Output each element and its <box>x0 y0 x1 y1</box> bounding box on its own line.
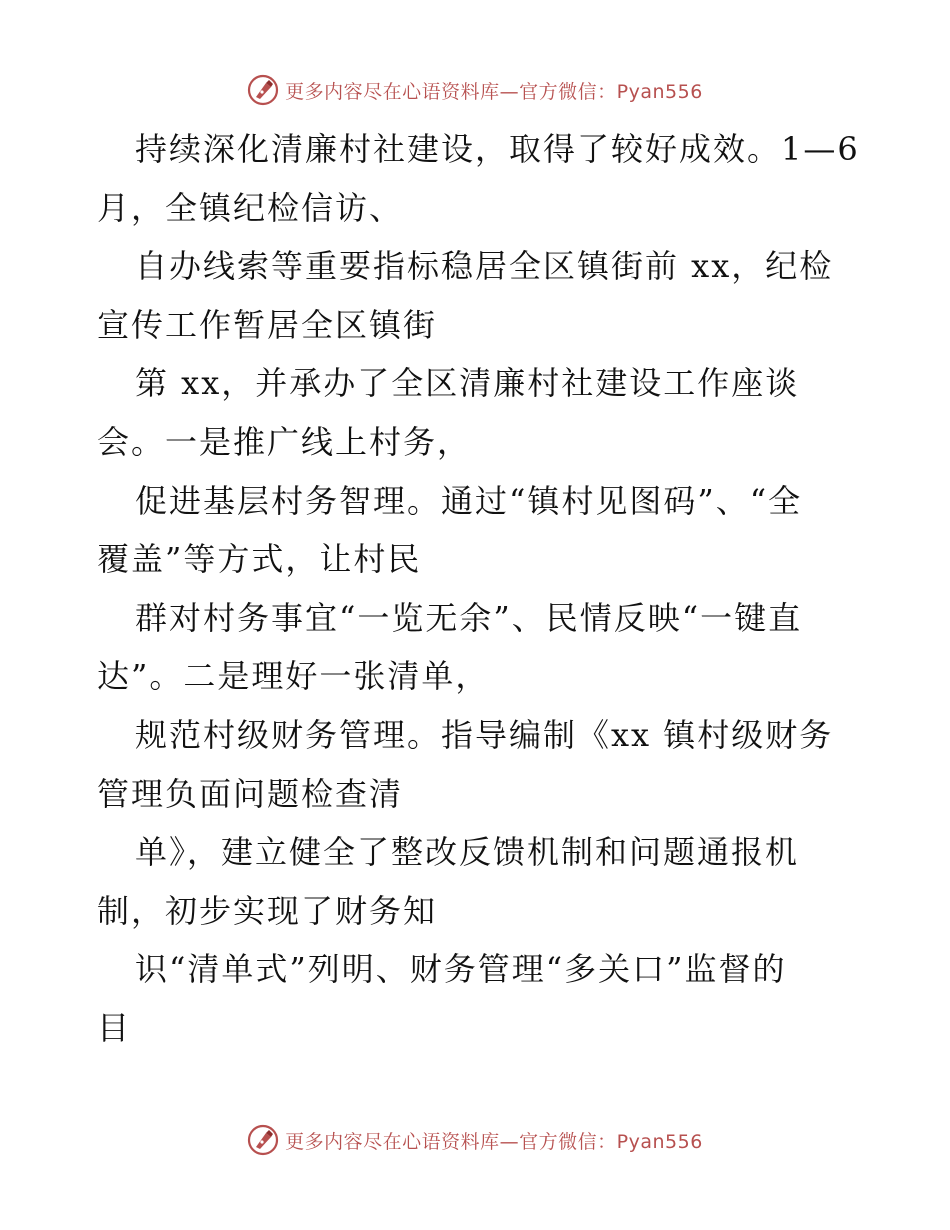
pen-nib-logo-icon <box>247 1124 279 1156</box>
text-line: 制，初步实现了财务知 <box>97 891 438 930</box>
text-line: 宣传工作暂居全区镇街 <box>97 305 438 344</box>
text-line: 规范村级财务管理。指导编制《xx 镇村级财务 <box>135 715 834 754</box>
text-line: 识“清单式”列明、财务管理“多关口”监督的 <box>135 950 787 989</box>
text-line: 管理负面问题检查清 <box>97 774 404 813</box>
text-line: 持续深化清廉村社建设，取得了较好成效。1—6 <box>135 130 860 168</box>
footer-watermark <box>0 1124 950 1156</box>
watermark-text: 更多内容尽在心语资料库—官方微信：Pyan556 <box>285 1130 703 1153</box>
text-line: 月，全镇纪检信访、 <box>97 188 404 227</box>
text-line: 自办线索等重要指标稳居全区镇街前 xx，纪检 <box>135 247 834 286</box>
text-line: 覆盖”等方式，让村民 <box>97 540 422 579</box>
text-line: 会。一是推广线上村务， <box>97 422 472 461</box>
pen-nib-logo-icon <box>247 74 279 106</box>
watermark-text: 更多内容尽在心语资料库—官方微信：Pyan556 <box>285 80 703 103</box>
text-line: 促进基层村务智理。通过“镇村见图码”、“全 <box>135 481 803 520</box>
text-line: 第 xx，并承办了全区清廉村社建设工作座谈 <box>135 364 800 403</box>
header-watermark <box>0 74 950 106</box>
document-body <box>97 120 860 1058</box>
text-line: 群对村务事宜“一览无余”、民情反映“一键直 <box>135 598 803 637</box>
text-line: 目 <box>97 1008 132 1047</box>
text-line: 达”。二是理好一张清单， <box>97 657 490 696</box>
text-line: 单》，建立健全了整改反馈机制和问题通报机 <box>135 833 800 872</box>
